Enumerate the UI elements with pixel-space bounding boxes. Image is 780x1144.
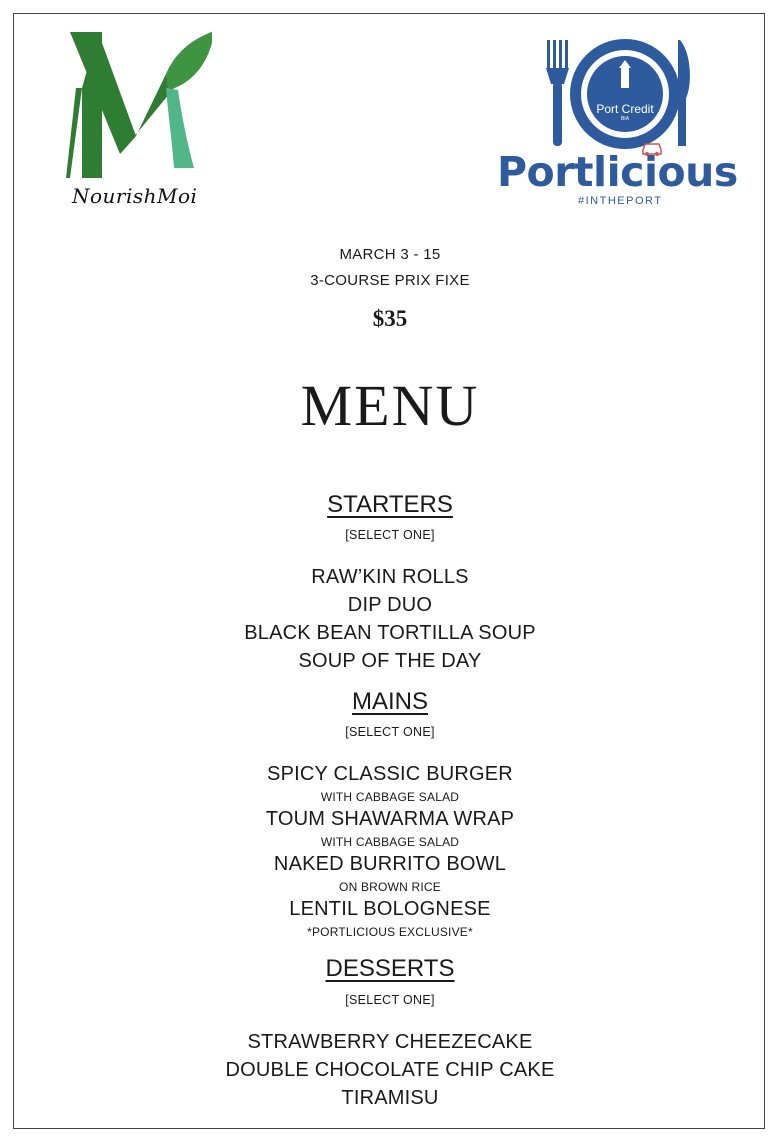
portlicious-wordmark: Portlicious <box>497 148 738 196</box>
main-item-note: WITH CABBAGE SALAD <box>320 790 460 804</box>
starters-heading: STARTERS <box>327 491 453 518</box>
starter-item: DIP DUO <box>347 594 433 616</box>
mains-instruction: [SELECT ONE] <box>345 725 435 739</box>
plate-label: Port Credit <box>596 102 654 116</box>
starters-instruction: [SELECT ONE] <box>345 528 435 542</box>
portlicious-tagline: #INTHEPORT <box>578 195 663 207</box>
main-item: SPICY CLASSIC BURGER <box>267 763 513 785</box>
main-item-note: *PORTLICIOUS EXCLUSIVE* <box>307 925 473 939</box>
mains-heading: MAINS <box>351 688 428 715</box>
event-dates: MARCH 3 - 15 <box>339 246 441 263</box>
main-item: LENTIL BOLOGNESE <box>289 898 491 920</box>
dessert-item: DOUBLE CHOCOLATE CHIP CAKE <box>225 1059 555 1081</box>
main-item: TOUM SHAWARMA WRAP <box>265 808 515 830</box>
nourishmoi-m-leaf-icon <box>62 28 212 178</box>
nourishmoi-wordmark: NourishMoi <box>72 184 198 208</box>
starter-item: RAW’KIN ROLLS <box>311 566 469 588</box>
dessert-item: STRAWBERRY CHEEZECAKE <box>247 1031 533 1053</box>
starter-item: BLACK BEAN TORTILLA SOUP <box>244 622 536 644</box>
desserts-instruction: [SELECT ONE] <box>345 993 435 1007</box>
dessert-item: TIRAMISU <box>341 1087 439 1109</box>
main-item: NAKED BURRITO BOWL <box>273 853 507 875</box>
main-item-note: WITH CABBAGE SALAD <box>320 835 460 849</box>
page-title: MENU <box>300 373 480 438</box>
plate-fork-knife-icon <box>490 36 755 156</box>
desserts-heading: DESSERTS <box>325 955 455 982</box>
prix-fixe-label: 3-COURSE PRIX FIXE <box>310 272 470 289</box>
main-item-note: ON BROWN RICE <box>339 880 441 894</box>
price: $35 <box>372 306 408 331</box>
plate-sublabel: BIA <box>620 116 630 122</box>
portlicious-logo <box>490 36 755 214</box>
starter-item: SOUP OF THE DAY <box>298 650 482 672</box>
nourishmoi-logo <box>62 28 212 213</box>
